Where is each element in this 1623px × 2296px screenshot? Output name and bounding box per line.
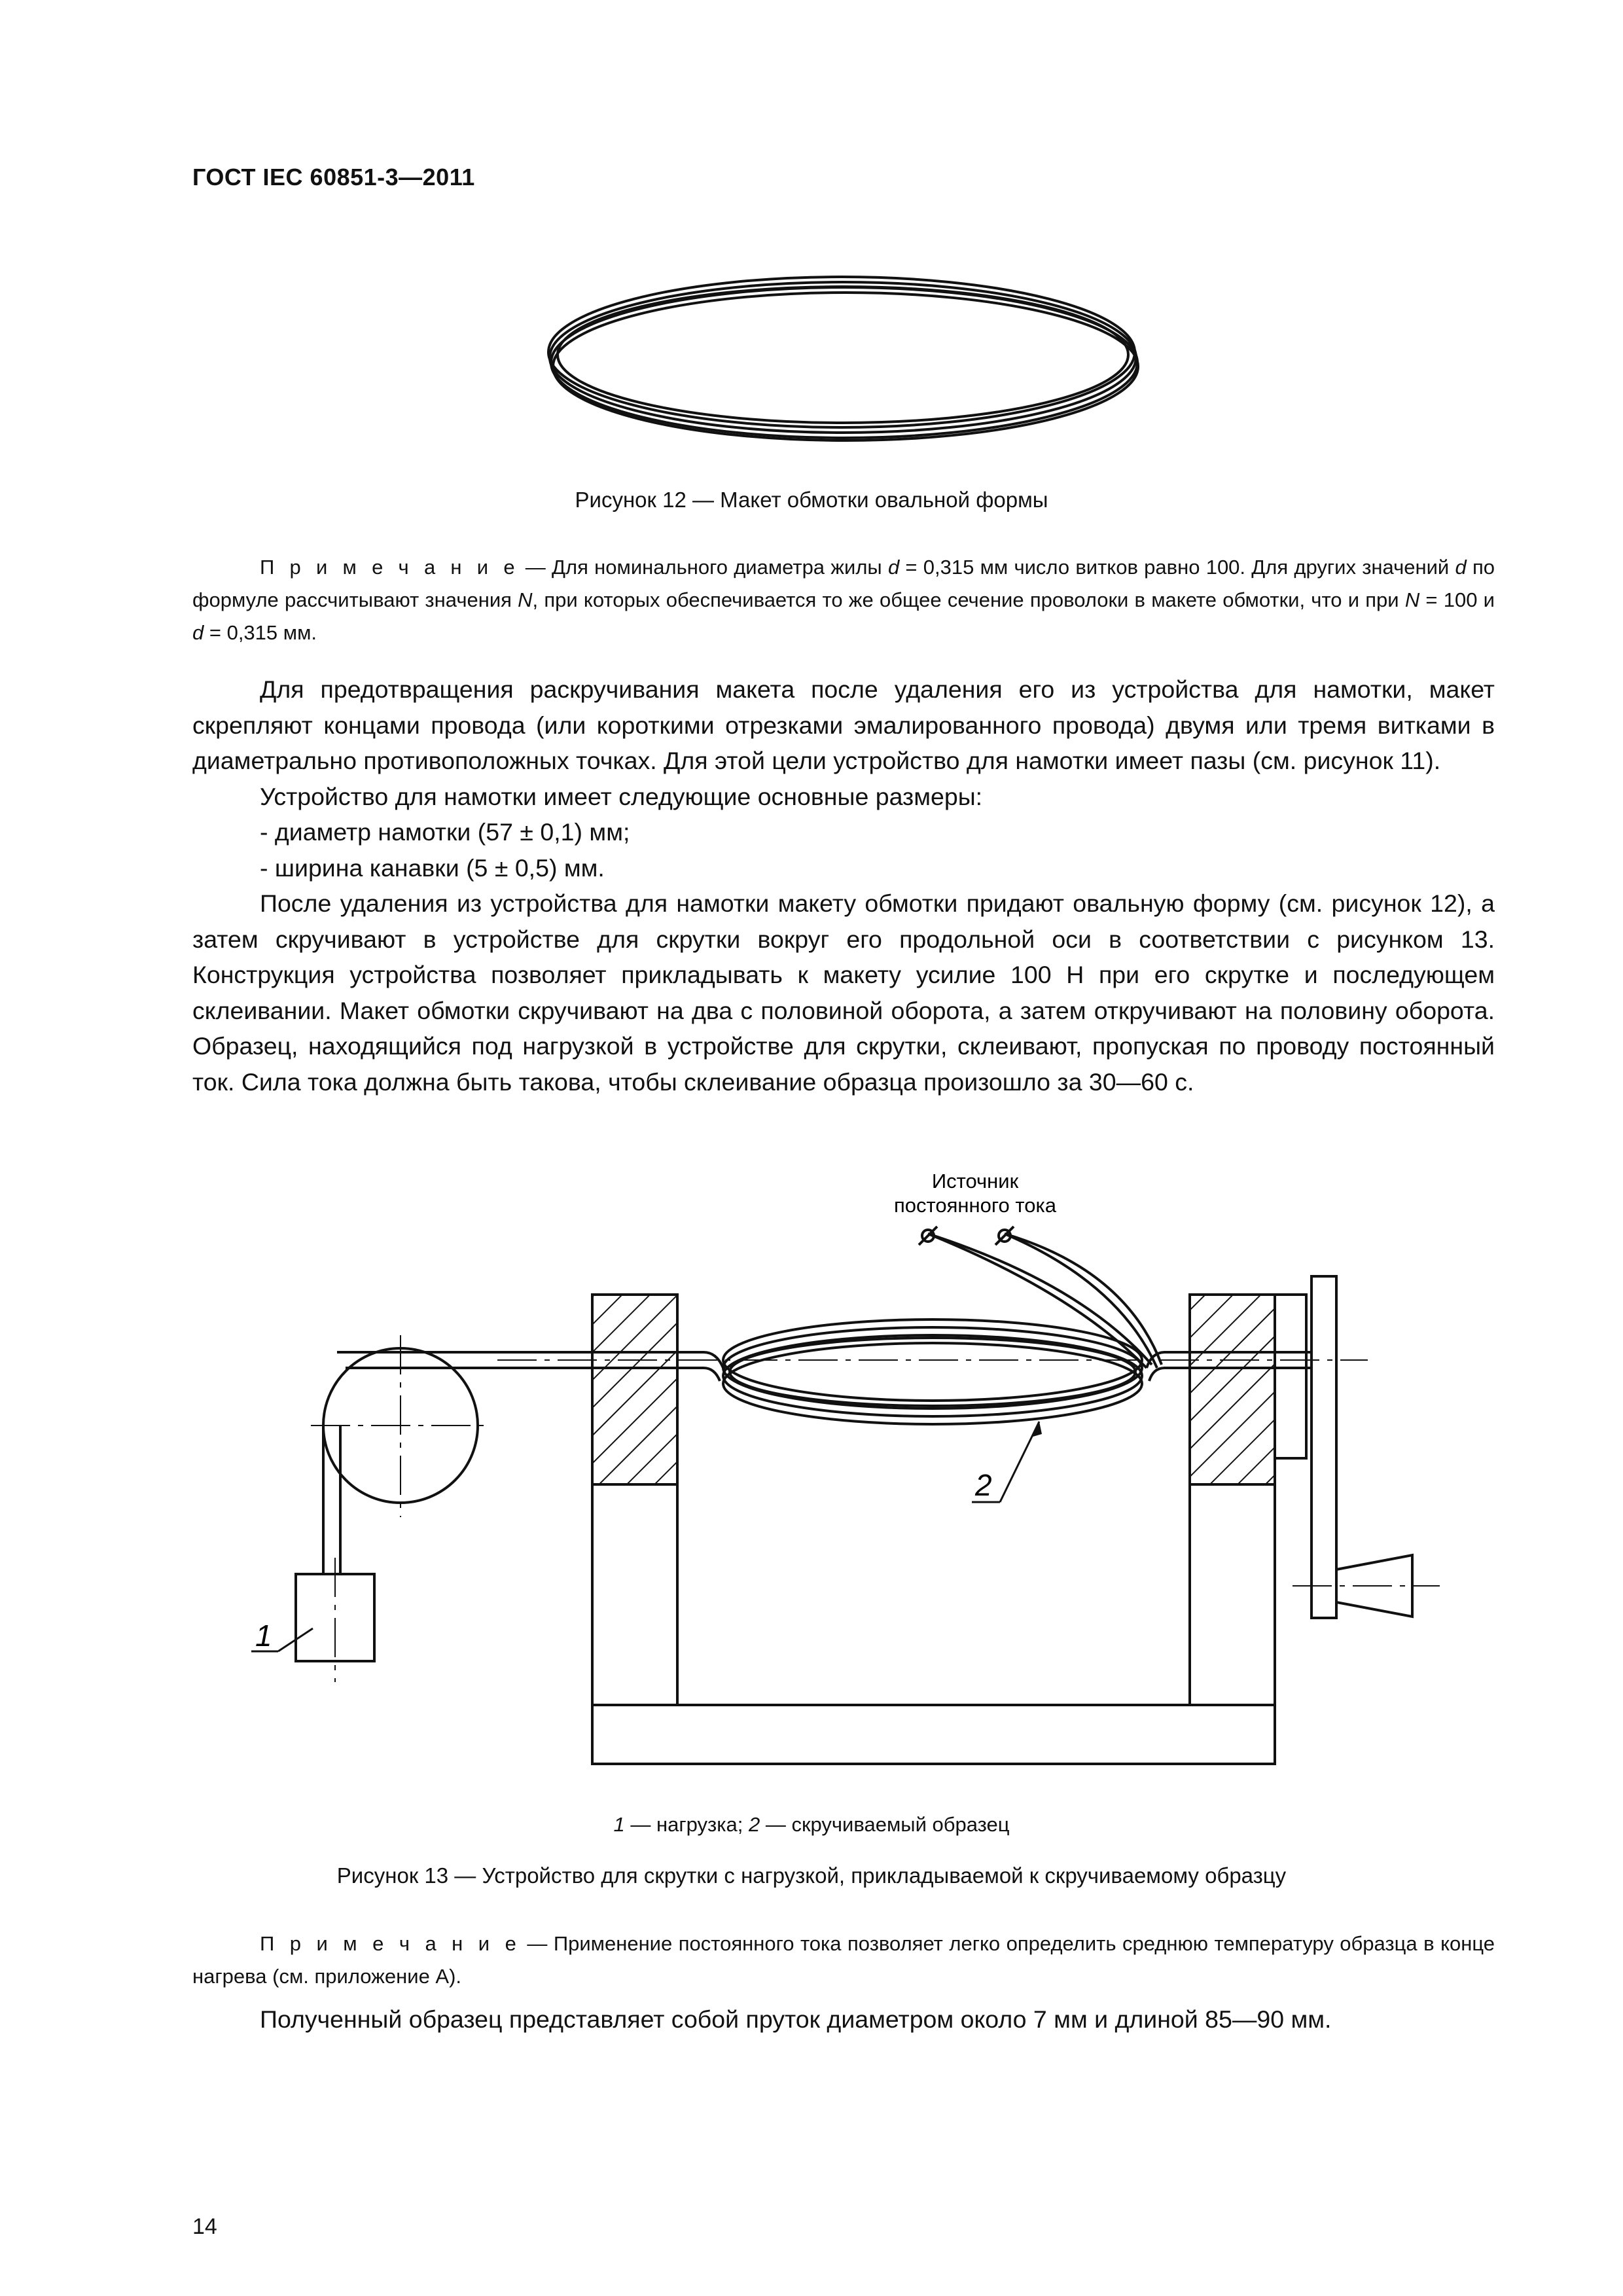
power-leads xyxy=(928,1234,1162,1368)
callout-2: 2 xyxy=(975,1468,992,1502)
winding-turn-3 xyxy=(551,287,1137,438)
figure-12-oval-winding xyxy=(524,262,1165,452)
paragraph-3: После удаления из устройства для намотки макету обмотки придают овальную форму (см. рисунок 12), а затем скручивают в устройстве для скрутки вокруг его продольной оси в соответствии с рисунком 13. Конструкция устройства позволяет прикладывать к макету усилие 100 Н при его скрутке и последующем склеивании. Макет обмотки скручивают на два с половиной оборота, а затем откручивают на половину оборота. Образец, находящийся под нагрузкой в устройстве для скрутки, склеивают, пропуская по проводу постоянный ток. Сила тока должна быть такова, чтобы склеивание образца произошло за 30—60 с. xyxy=(192,889,1495,1096)
document-header: ГОСТ IEC 60851-3—2011 xyxy=(192,164,475,190)
winding-turn-inner xyxy=(558,287,1128,423)
winding-turn-1 xyxy=(548,277,1135,427)
figure-13-legend: 1 — нагрузка; 2 — скручиваемый образец xyxy=(613,1813,1010,1836)
right-upright xyxy=(1190,1484,1275,1705)
note-1-label: П р и м е ч а н и е xyxy=(260,556,520,579)
left-upright xyxy=(592,1484,677,1705)
winding-turn-2 xyxy=(550,282,1136,433)
source-label-2: постоянного тока xyxy=(894,1194,1056,1217)
terminal-icon xyxy=(919,1227,1014,1245)
note-2: П р и м е ч а н и е — Применение постоянного тока позволяет легко определить среднюю температуру образца в конце нагрева (см. приложение А). xyxy=(192,1932,1495,1988)
left-clamp-block xyxy=(592,1295,677,1484)
winding-turn-4 xyxy=(553,293,1138,440)
device-base xyxy=(592,1705,1275,1764)
source-label-1: Источник xyxy=(931,1170,1019,1193)
right-clamp-block xyxy=(1190,1295,1275,1484)
paragraph-2: Устройство для намотки имеет следующие основные размеры: xyxy=(260,782,983,810)
page-number: 14 xyxy=(192,2214,217,2239)
body-text xyxy=(192,672,1495,1100)
final-paragraph: Полученный образец представляет собой пруток диаметром около 7 мм и длиной 85—90 мм. xyxy=(260,2005,1332,2033)
callout-1: 1 xyxy=(255,1619,272,1653)
list-item: - ширина канавки (5 ± 0,5) мм. xyxy=(260,853,605,882)
twisted-sample xyxy=(723,1319,1142,1424)
note-1: П р и м е ч а н и е — Для номинального диаметра жилы d = 0,315 мм число витков равно 100. Для других значений d по формуле рассчитывают значения N, при которых обеспечивается то же общее сечение проволоки в макете обмотки, что и при N = 100 и d = 0,315 мм. xyxy=(192,556,1495,644)
handwheel-disc xyxy=(1311,1276,1336,1618)
list-item: - диаметр намотки (57 ± 0,1) мм; xyxy=(260,818,630,846)
paragraph-1: Для предотвращения раскручивания макета после удаления его из устройства для намотки, макет скрепляют концами провода (или короткими отрезками эмалированного провода) двумя или тремя витками в диаметрально противоположных точках. Для этой цели устройство для намотки имеет пазы (см. рисунок 11). xyxy=(192,675,1495,774)
figure-13-twisting-device xyxy=(0,1152,1623,1806)
bearing-plate xyxy=(1275,1295,1306,1458)
note-2-label: П р и м е ч а н и е xyxy=(260,1932,521,1955)
figure-12-caption: Рисунок 12 — Макет обмотки овальной формы xyxy=(575,488,1048,512)
figure-13-caption: Рисунок 13 — Устройство для скрутки с нагрузкой, прикладываемой к скручиваемому образцу xyxy=(336,1863,1287,1888)
